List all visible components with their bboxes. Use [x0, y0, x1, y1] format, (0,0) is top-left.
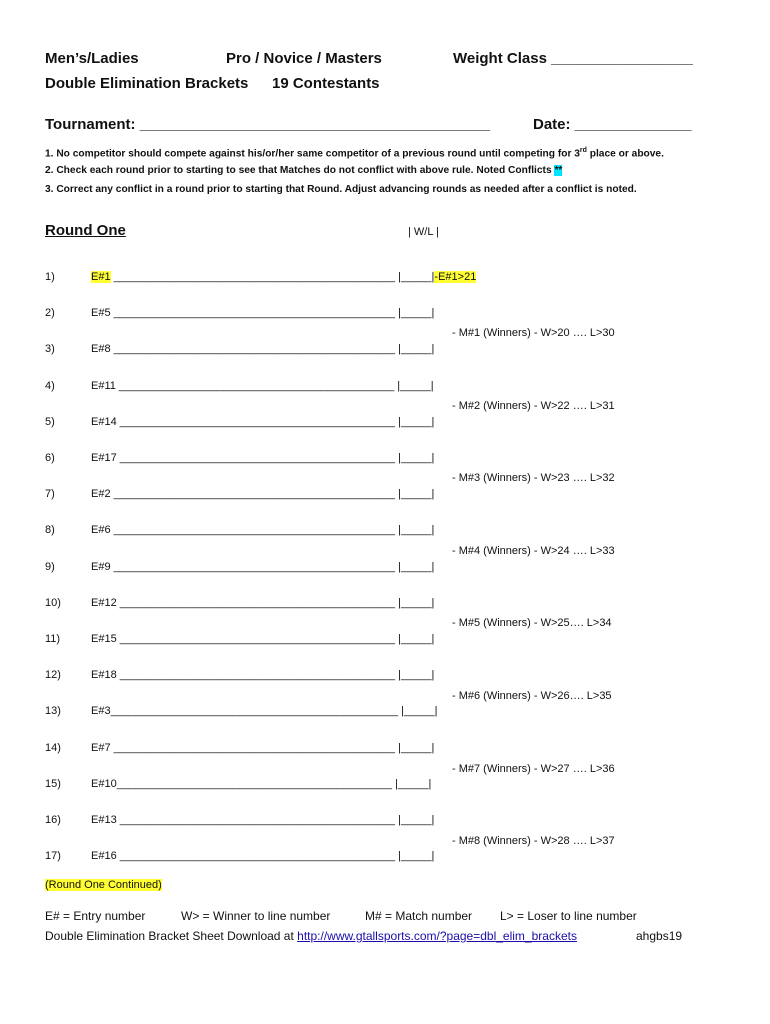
entry-number: 14) — [45, 742, 61, 754]
round-continued — [45, 879, 162, 891]
entry-id: E#9 — [91, 561, 111, 573]
advance-note: -E#1>21 — [434, 271, 477, 283]
entry-row — [91, 742, 434, 754]
entry-row — [91, 524, 434, 536]
contestants-label: 19 Contestants — [272, 75, 380, 92]
entry-number: 10) — [45, 597, 61, 609]
match-note: - M#2 (Winners) - W>22 …. L>31 — [452, 400, 615, 412]
entry-number: 15) — [45, 778, 61, 790]
entry-number: 7) — [45, 488, 55, 500]
entry-number: 4) — [45, 380, 55, 392]
legend-match: M# = Match number — [365, 909, 473, 923]
match-note: - M#5 (Winners) - W>25…. L>34 — [452, 617, 612, 629]
entry-id: E#15 — [91, 633, 117, 645]
entry-row — [91, 597, 434, 609]
round-continued-text: (Round One Continued) — [45, 879, 162, 891]
entry-number: 12) — [45, 669, 61, 681]
legend-loser: L> = Loser to line number — [500, 909, 637, 923]
entry-number: 17) — [45, 850, 61, 862]
entry-id: E#12 — [91, 597, 117, 609]
entry-number: 8) — [45, 524, 55, 536]
entry-line[interactable]: _____________________________________________ |_____| — [116, 597, 435, 609]
entry-id: E#14 — [91, 416, 117, 428]
weight-class-field: Weight Class _________________ — [453, 50, 693, 67]
download-line — [45, 929, 577, 943]
entry-number: 9) — [45, 561, 55, 573]
entry-row — [91, 778, 431, 790]
entry-number: 5) — [45, 416, 55, 428]
entry-line[interactable]: _______________________________________________ |_____| — [110, 705, 438, 717]
rule-3: 3. Correct any conflict in a round prior to starting that Round. Adjust advancing rounds as needed after a conflict is noted. — [45, 184, 637, 195]
entry-id: E#2 — [91, 488, 111, 500]
entry-number: 11) — [45, 633, 61, 645]
tournament-field: Tournament: __________________________________________ — [45, 116, 491, 133]
match-note: - M#7 (Winners) - W>27 …. L>36 — [452, 763, 615, 775]
entry-line[interactable]: _____________________________________________ |_____| — [116, 633, 435, 645]
match-note: - M#4 (Winners) - W>24 …. L>33 — [452, 545, 615, 557]
entry-line[interactable]: ______________________________________________ |_____| — [110, 343, 435, 355]
entry-row — [91, 669, 434, 681]
entry-id: E#18 — [91, 669, 117, 681]
legend-entry: E# = Entry number — [45, 909, 146, 923]
entry-id: E#7 — [91, 742, 111, 754]
entry-row — [91, 343, 434, 355]
date-field: Date: ______________ — [533, 116, 692, 133]
match-note: - M#1 (Winners) - W>20 …. L>30 — [452, 327, 615, 339]
entry-id: E#5 — [91, 307, 111, 319]
match-note: - M#6 (Winners) - W>26…. L>35 — [452, 690, 612, 702]
entry-line[interactable]: ______________________________________________ |_____| — [110, 271, 435, 283]
entry-number: 6) — [45, 452, 55, 464]
entry-line[interactable]: _____________________________________________ |_____| — [116, 850, 435, 862]
entry-id: E#1 — [91, 271, 111, 283]
rule-2-text: 2. Check each round prior to starting to see that Matches do not conflict with above rule. Noted Conflicts — [45, 165, 555, 176]
entry-id: E#11 — [91, 380, 116, 392]
rule-1-text: 1. No competitor should compete against his/or/her same competitor of a previous round until competing for 3 — [45, 148, 580, 160]
conflict-marker: ** — [554, 165, 563, 176]
entry-id: E#13 — [91, 814, 117, 826]
download-link[interactable]: http://www.gtallsports.com/?page=dbl_elim_brackets — [297, 929, 577, 943]
entry-row — [91, 814, 434, 826]
levels-label: Pro / Novice / Masters — [226, 50, 382, 67]
entry-line[interactable]: _____________________________________________ |_____| — [115, 380, 434, 392]
entry-number: 16) — [45, 814, 61, 826]
entry-id: E#3 — [91, 705, 111, 717]
entry-row — [91, 633, 434, 645]
entry-row — [91, 416, 434, 428]
entry-line[interactable]: ______________________________________________ |_____| — [110, 488, 435, 500]
download-text: Double Elimination Bracket Sheet Download at — [45, 929, 298, 943]
round-title: Round One — [45, 222, 126, 239]
entry-line[interactable]: _____________________________________________ |_____| — [116, 416, 435, 428]
rule-1 — [45, 147, 664, 159]
entry-number: 2) — [45, 307, 55, 319]
entry-number: 3) — [45, 343, 55, 355]
entry-row — [91, 452, 434, 464]
match-note: - M#3 (Winners) - W>23 …. L>32 — [452, 472, 615, 484]
entry-id: E#6 — [91, 524, 111, 536]
entry-line[interactable]: _____________________________________________ |_____| — [116, 669, 435, 681]
division-label: Men’s/Ladies — [45, 50, 139, 67]
entry-line[interactable]: ______________________________________________ |_____| — [110, 742, 435, 754]
sheet-code: ahgbs19 — [636, 929, 683, 943]
legend-winner: W> = Winner to line number — [181, 909, 331, 923]
entry-line[interactable]: ______________________________________________ |_____| — [110, 524, 435, 536]
entry-line[interactable]: _____________________________________________ |_____| — [116, 452, 435, 464]
entry-row — [91, 850, 434, 862]
entry-id: E#8 — [91, 343, 111, 355]
wl-header: | W/L | — [408, 226, 439, 238]
entry-line[interactable]: ______________________________________________ |_____| — [110, 561, 435, 573]
entry-row — [91, 380, 434, 392]
entry-line[interactable]: _____________________________________________ |_____| — [116, 814, 435, 826]
rule-2 — [45, 165, 562, 176]
entry-id: E#17 — [91, 452, 117, 464]
entry-row — [91, 488, 434, 500]
entry-id: E#10 — [91, 778, 117, 790]
entry-number: 1) — [45, 271, 55, 283]
entry-row — [91, 307, 434, 319]
entry-line[interactable]: ______________________________________________ |_____| — [110, 307, 435, 319]
entry-row — [91, 271, 476, 283]
entry-id: E#16 — [91, 850, 117, 862]
entry-line[interactable]: _____________________________________________ |_____| — [116, 778, 432, 790]
entry-row — [91, 705, 437, 717]
entry-row — [91, 561, 434, 573]
rule-1-sup: rd — [579, 147, 587, 154]
entry-number: 13) — [45, 705, 61, 717]
bracket-type-label: Double Elimination Brackets — [45, 75, 249, 92]
match-note: - M#8 (Winners) - W>28 …. L>37 — [452, 835, 615, 847]
rule-1-tail: place or above. — [586, 148, 664, 160]
